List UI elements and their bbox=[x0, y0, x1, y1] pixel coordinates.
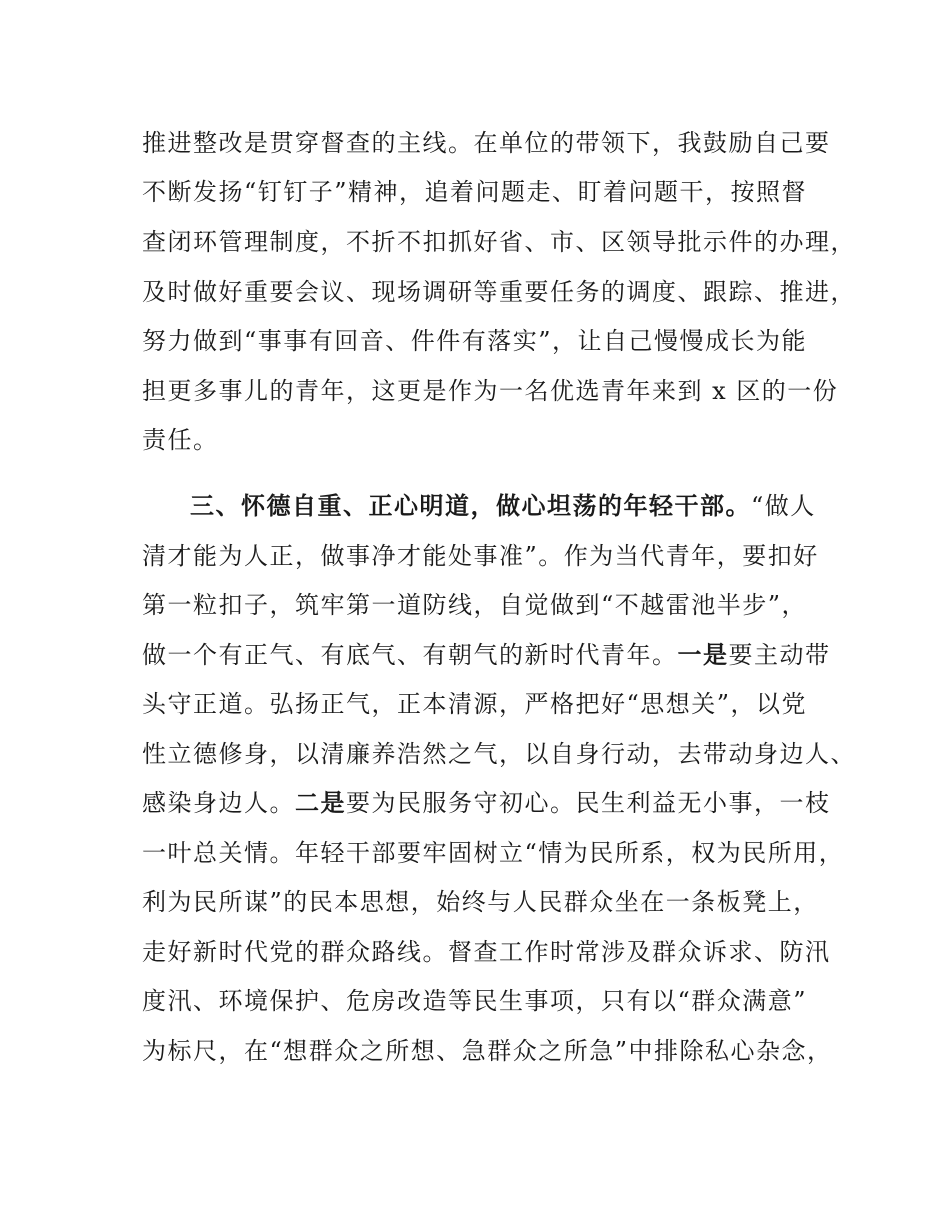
section-heading: 三、怀德自重、正心明道，做心坦荡的年轻干部。 bbox=[190, 491, 751, 520]
paragraph-line: 为标尺，在“想群众之所想、急群众之所急”中排除私心杂念， bbox=[142, 1037, 833, 1065]
paragraph-line: 一叶总关情。年轻干部要牢固树立“情为民所系，权为民所用， bbox=[142, 839, 845, 867]
paragraph-line bbox=[142, 639, 842, 671]
paragraph-line: 利为民所谋”的民本思想，始终与人民群众坐在一条板凳上， bbox=[142, 888, 819, 916]
paragraph-line: 查闭环管理制度，不折不扣抓好省、市、区领导批示件的办理， bbox=[142, 228, 856, 256]
paragraph-line: 担更多事儿的青年，这更是作为一名优选青年来到 x 区的一份 bbox=[142, 377, 839, 405]
paragraph-line: 头守正道。弘扬正气，正本清源，严格把好“思想关”，以党 bbox=[142, 690, 808, 718]
paragraph-line: 及时做好重要会议、现场调研等重要任务的调度、跟踪、推进， bbox=[142, 278, 856, 306]
paragraph-text: 感染身边人。 bbox=[142, 789, 295, 817]
paragraph-text: 要为民服务守初心。民生利益无小事，一枝 bbox=[346, 789, 831, 817]
paragraph-line: 推进整改是贯穿督查的主线。在单位的带领下，我鼓励自己要 bbox=[142, 129, 831, 157]
paragraph-line: 性立德修身，以清廉养浩然之气，以自身行动，去带动身边人、 bbox=[142, 740, 856, 768]
point-marker-first: 一是 bbox=[677, 640, 729, 669]
section-heading-line bbox=[190, 490, 842, 522]
paragraph-line: 清才能为人正，做事净才能处事准”。作为当代青年，要扣好 bbox=[142, 542, 819, 570]
paragraph-line: 度汛、环境保护、危房改造等民生事项，只有以“群众满意” bbox=[142, 987, 808, 1015]
paragraph-line: 走好新时代党的群众路线。督查工作时常涉及群众诉求、防汛 bbox=[142, 938, 831, 966]
paragraph-line: 努力做到“事事有回音、件件有落实”，让自己慢慢成长为能 bbox=[142, 327, 808, 355]
paragraph-line bbox=[142, 787, 842, 819]
point-marker-second: 二是 bbox=[295, 788, 346, 817]
paragraph-text: “做人 bbox=[751, 492, 816, 520]
paragraph-line: 不断发扬“钉钉子”精神，追着问题走、盯着问题干，按照督 bbox=[142, 178, 808, 206]
paragraph-text: 要主动带 bbox=[728, 641, 831, 669]
paragraph-line: 责任。 bbox=[142, 426, 219, 454]
paragraph-text: 做一个有正气、有底气、有朝气的新时代青年。 bbox=[142, 641, 678, 669]
paragraph-line: 第一粒扣子，筑牢第一道防线，自觉做到“不越雷池半步”， bbox=[142, 591, 808, 619]
